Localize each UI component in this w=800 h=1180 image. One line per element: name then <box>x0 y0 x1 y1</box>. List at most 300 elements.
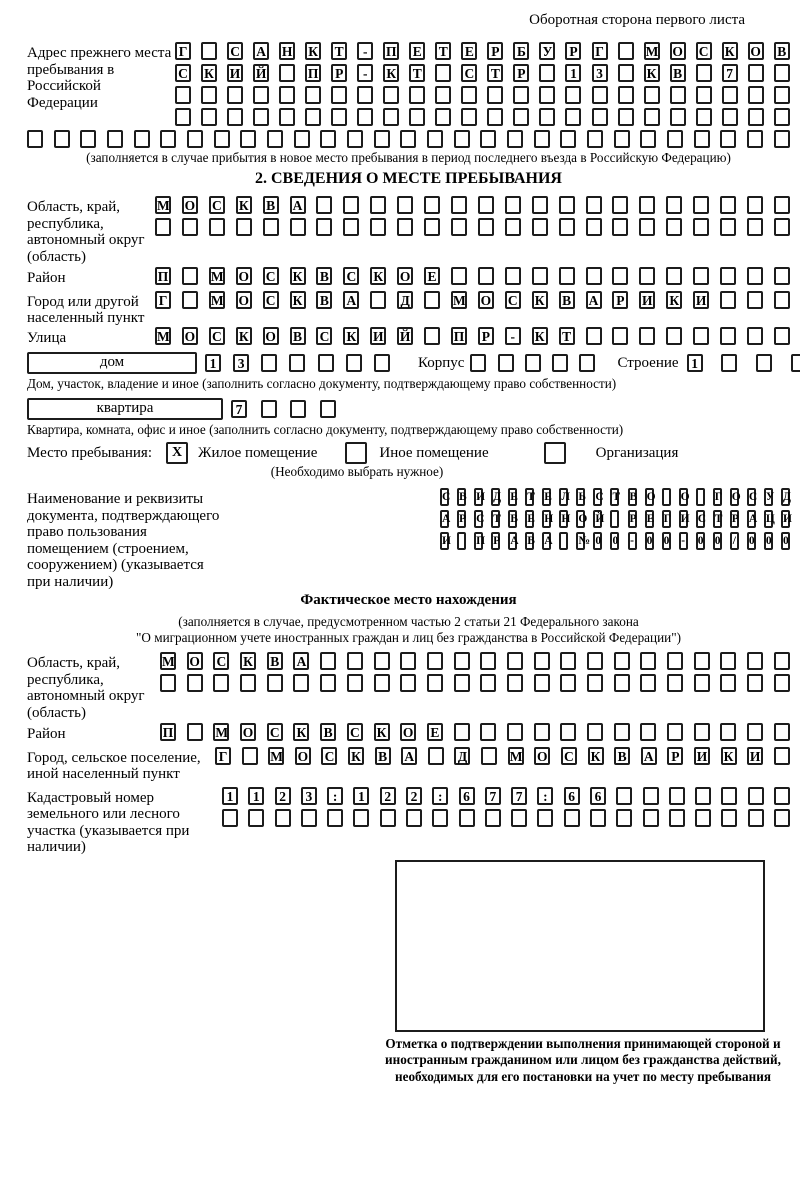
char-cell: 0 <box>713 532 722 550</box>
page-side-note: Оборотная сторона первого листа <box>529 12 745 28</box>
char-cell <box>505 196 521 214</box>
actual-city-label: Город, сельское поселение, иной населенный пункт <box>27 749 201 782</box>
char-cell <box>435 108 451 126</box>
char-cell <box>612 218 628 236</box>
korpus-label: Корпус <box>418 354 465 371</box>
char-cell <box>639 327 655 345</box>
char-cell <box>532 218 548 236</box>
region-rows <box>155 196 790 240</box>
char-cell: И <box>639 291 655 309</box>
char-cell <box>639 196 655 214</box>
char-cell: 3 <box>301 787 317 805</box>
char-cell <box>409 108 425 126</box>
char-cell <box>616 787 632 805</box>
char-cell: Е <box>508 488 517 506</box>
char-cell <box>747 218 763 236</box>
char-cell <box>454 723 470 741</box>
char-cell: А <box>641 747 657 765</box>
char-cell <box>667 130 683 148</box>
char-cell <box>586 267 602 285</box>
char-cell <box>534 652 550 670</box>
char-cell: К <box>666 291 682 309</box>
char-cell <box>454 652 470 670</box>
char-cell <box>720 674 736 692</box>
char-cell: 0 <box>764 532 773 550</box>
prev-address-extra-row <box>27 130 790 148</box>
char-cell: О <box>576 510 585 528</box>
char-cell: П <box>160 723 176 741</box>
char-cell: О <box>187 652 203 670</box>
char-cell <box>612 327 628 345</box>
char-cell: И <box>227 64 243 82</box>
char-cell: Г <box>662 510 671 528</box>
char-cell: Т <box>559 327 575 345</box>
char-cell: В <box>320 723 336 741</box>
char-cell <box>480 674 496 692</box>
cadastral-block <box>27 787 790 856</box>
char-cell <box>305 108 321 126</box>
char-cell <box>424 218 440 236</box>
char-cell: Д <box>491 488 500 506</box>
char-cell: : <box>537 787 553 805</box>
char-cell <box>720 291 736 309</box>
char-cell: Й <box>593 510 602 528</box>
document-label: Наименование и реквизиты документа, подтверждающего право пользования помещением (строением, сооружением) (указывается при наличии) <box>27 491 220 590</box>
char-cell: М <box>215 725 229 740</box>
char-cell <box>669 809 685 827</box>
char-cell <box>461 86 477 104</box>
char-cell: С <box>209 327 225 345</box>
char-cell <box>487 86 503 104</box>
char-cell <box>747 723 763 741</box>
cadastral-row-1 <box>222 787 790 805</box>
char-cell: К <box>201 64 217 82</box>
char-cell: 1 <box>205 354 221 372</box>
char-cell: И <box>693 291 709 309</box>
char-cell <box>480 723 496 741</box>
char-cell: О <box>478 291 494 309</box>
char-cell: С <box>267 723 283 741</box>
char-cell <box>534 674 550 692</box>
char-cell: К <box>290 291 306 309</box>
region-row-2 <box>155 218 790 236</box>
char-cell: - <box>679 532 688 550</box>
char-cell <box>560 723 576 741</box>
char-cell: Г <box>155 291 171 309</box>
stroenie-label: Строение <box>617 354 679 371</box>
char-cell <box>461 108 477 126</box>
char-cell: 1 <box>565 64 581 82</box>
char-cell <box>616 809 632 827</box>
char-cell <box>505 267 521 285</box>
char-cell: С <box>343 267 359 285</box>
char-cell <box>370 218 386 236</box>
char-cell: Т <box>525 488 534 506</box>
char-cell: 0 <box>696 532 705 550</box>
stroenie-cells <box>687 354 800 372</box>
char-cell: В <box>316 291 332 309</box>
char-cell <box>666 327 682 345</box>
char-cell <box>374 652 390 670</box>
char-cell: К <box>290 267 306 285</box>
char-cell: М <box>452 292 466 308</box>
char-cell: Н <box>559 510 568 528</box>
char-cell <box>720 652 736 670</box>
char-cell <box>182 291 198 309</box>
char-cell: В <box>559 291 575 309</box>
char-cell <box>155 218 171 236</box>
char-cell: К <box>588 747 604 765</box>
char-cell <box>696 108 712 126</box>
actual-region-block <box>27 652 790 721</box>
char-cell: И <box>370 327 386 345</box>
char-cell <box>644 108 660 126</box>
char-cell <box>346 354 362 372</box>
char-cell <box>579 354 595 372</box>
char-cell: В <box>525 532 534 550</box>
char-cell <box>774 787 790 805</box>
char-cell <box>666 218 682 236</box>
prev-address-row-3 <box>175 86 790 104</box>
char-cell: Т <box>487 64 503 82</box>
char-cell <box>290 218 306 236</box>
char-cell <box>253 108 269 126</box>
char-cell <box>240 130 256 148</box>
char-cell <box>774 327 790 345</box>
char-cell <box>670 108 686 126</box>
apartment-row <box>27 398 790 420</box>
char-cell: Н <box>279 42 295 60</box>
char-cell: Ь <box>576 488 585 506</box>
char-cell <box>614 652 630 670</box>
char-cell <box>696 64 712 82</box>
char-cell <box>343 218 359 236</box>
char-cell <box>27 130 43 148</box>
char-cell <box>454 674 470 692</box>
char-cell <box>370 291 386 309</box>
char-cell <box>374 674 390 692</box>
char-cell: 0 <box>781 532 790 550</box>
char-cell: К <box>374 723 390 741</box>
document-row-1 <box>440 488 790 506</box>
char-cell <box>586 327 602 345</box>
char-cell <box>435 64 451 82</box>
char-cell: О <box>263 327 279 345</box>
char-cell <box>214 130 230 148</box>
char-cell <box>539 64 555 82</box>
char-cell <box>559 267 575 285</box>
char-cell: - <box>357 42 373 60</box>
confirmation-stamp-caption: Отметка о подтверждении выполнения принимающей стороной и иностранным гражданином или лицом без гражданства действий, необходимых для его постановки на учет по месту пребывания <box>385 1035 781 1084</box>
char-cell <box>669 787 685 805</box>
char-cell: М <box>509 748 523 764</box>
char-cell <box>720 130 736 148</box>
char-cell: Р <box>478 327 494 345</box>
char-cell <box>694 130 710 148</box>
char-cell <box>481 747 497 765</box>
char-cell: Е <box>542 488 551 506</box>
char-cell <box>747 291 763 309</box>
char-cell: П <box>383 42 399 60</box>
char-cell <box>693 218 709 236</box>
char-cell <box>507 652 523 670</box>
char-cell <box>532 267 548 285</box>
char-cell: Т <box>409 64 425 82</box>
apartment-number-cells <box>231 400 336 418</box>
char-cell <box>618 64 634 82</box>
char-cell <box>644 86 660 104</box>
char-cell <box>592 86 608 104</box>
char-cell: 7 <box>231 400 247 418</box>
char-cell <box>722 108 738 126</box>
char-cell <box>253 86 269 104</box>
char-cell: С <box>209 196 225 214</box>
char-cell <box>774 674 790 692</box>
char-cell <box>435 86 451 104</box>
char-cell <box>451 218 467 236</box>
char-cell: А <box>290 196 306 214</box>
char-cell <box>209 218 225 236</box>
char-cell <box>693 196 709 214</box>
house-note: Дом, участок, владение и иное (заполнить согласно документу, подтверждающему право собственности) <box>27 376 617 391</box>
char-cell: 3 <box>592 64 608 82</box>
char-cell <box>667 652 683 670</box>
char-cell: О <box>400 723 416 741</box>
char-cell: 0 <box>747 532 756 550</box>
char-cell: Р <box>667 747 683 765</box>
char-cell: О <box>645 488 654 506</box>
char-cell <box>289 354 305 372</box>
char-cell <box>610 510 619 528</box>
char-cell: Е <box>525 510 534 528</box>
char-cell <box>478 218 494 236</box>
char-cell <box>640 674 656 692</box>
char-cell <box>612 267 628 285</box>
char-cell: К <box>370 267 386 285</box>
char-cell <box>380 809 396 827</box>
char-cell <box>320 674 336 692</box>
other-premises-option-label: Иное помещение <box>379 444 489 461</box>
char-cell: П <box>451 327 467 345</box>
cadastral-row-2 <box>222 809 790 827</box>
char-cell: О <box>397 267 413 285</box>
char-cell <box>747 267 763 285</box>
char-cell: : <box>432 787 448 805</box>
char-cell: И <box>440 532 449 550</box>
char-cell <box>507 674 523 692</box>
cadastral-label: Кадастровый номер земельного или лесного участка (указывается при наличии) <box>27 789 190 855</box>
char-cell <box>537 809 553 827</box>
char-cell <box>400 130 416 148</box>
char-cell: Т <box>435 42 451 60</box>
char-cell <box>639 267 655 285</box>
char-cell <box>343 196 359 214</box>
char-cell <box>485 809 501 827</box>
residential-checkbox: X <box>166 442 188 464</box>
char-cell <box>275 809 291 827</box>
char-cell: К <box>348 747 364 765</box>
char-cell: Д <box>781 488 790 506</box>
char-cell <box>248 809 264 827</box>
char-cell: М <box>210 292 224 308</box>
char-cell <box>643 787 659 805</box>
char-cell <box>774 108 790 126</box>
char-cell <box>301 809 317 827</box>
char-cell: У <box>539 42 555 60</box>
char-cell <box>721 809 737 827</box>
organization-checkbox <box>544 442 566 464</box>
char-cell: С <box>440 488 449 506</box>
char-cell <box>721 787 737 805</box>
char-cell <box>80 130 96 148</box>
char-cell <box>667 723 683 741</box>
char-cell: М <box>162 654 175 669</box>
char-cell <box>694 723 710 741</box>
char-cell <box>513 86 529 104</box>
actual-city-row <box>215 747 790 765</box>
char-cell <box>722 86 738 104</box>
char-cell <box>695 809 711 827</box>
char-cell: М <box>210 269 224 284</box>
city-block <box>27 291 790 327</box>
char-cell: М <box>157 198 170 213</box>
char-cell: А <box>293 652 309 670</box>
char-cell <box>478 196 494 214</box>
char-cell <box>347 652 363 670</box>
char-cell: / <box>730 532 739 550</box>
char-cell: К <box>293 723 309 741</box>
char-cell: Т <box>610 488 619 506</box>
char-cell: А <box>508 532 517 550</box>
actual-district-row <box>160 723 790 741</box>
char-cell <box>666 196 682 214</box>
char-cell: 6 <box>590 787 606 805</box>
char-cell <box>187 723 203 741</box>
actual-city-block <box>27 747 790 783</box>
char-cell <box>383 86 399 104</box>
char-cell: К <box>305 42 321 60</box>
char-cell: И <box>474 488 483 506</box>
char-cell <box>614 723 630 741</box>
char-cell: П <box>155 267 171 285</box>
char-cell: 0 <box>610 532 619 550</box>
char-cell <box>560 130 576 148</box>
char-cell: С <box>474 510 483 528</box>
char-cell: К <box>236 327 252 345</box>
char-cell <box>774 267 790 285</box>
char-cell <box>222 809 238 827</box>
house-row <box>27 352 790 374</box>
char-cell <box>640 652 656 670</box>
prev-address-row-4 <box>175 108 790 126</box>
actual-region-rows <box>160 652 790 696</box>
prev-address-label: Адрес прежнего места пребывания в Российской Федерации <box>27 45 172 111</box>
actual-region-row-2 <box>160 674 790 692</box>
char-cell: 1 <box>248 787 264 805</box>
document-row-2 <box>440 510 790 528</box>
char-cell <box>505 218 521 236</box>
char-cell <box>693 327 709 345</box>
char-cell <box>357 108 373 126</box>
char-cell: Р <box>612 291 628 309</box>
char-cell: А <box>440 510 449 528</box>
char-cell <box>175 108 191 126</box>
char-cell: О <box>236 267 252 285</box>
char-cell <box>618 42 634 60</box>
char-cell <box>213 674 229 692</box>
char-cell: В <box>457 488 466 506</box>
char-cell: 7 <box>511 787 527 805</box>
char-cell <box>279 64 295 82</box>
char-cell <box>507 130 523 148</box>
char-cell <box>353 809 369 827</box>
prev-address-row-1 <box>175 42 790 60</box>
char-cell <box>451 267 467 285</box>
char-cell: С <box>505 291 521 309</box>
char-cell <box>587 130 603 148</box>
char-cell <box>586 196 602 214</box>
char-cell: О <box>240 723 256 741</box>
char-cell: С <box>747 488 756 506</box>
char-cell: Р <box>628 510 637 528</box>
char-cell: 2 <box>406 787 422 805</box>
char-cell <box>294 130 310 148</box>
char-cell: В <box>628 488 637 506</box>
char-cell <box>320 652 336 670</box>
char-cell: О <box>236 291 252 309</box>
char-cell: В <box>670 64 686 82</box>
korpus-cells <box>470 354 595 372</box>
char-cell <box>695 787 711 805</box>
section2-title: 2. СВЕДЕНИЯ О МЕСТЕ ПРЕБЫВАНИЯ <box>255 170 562 187</box>
char-cell <box>694 652 710 670</box>
char-cell <box>242 747 258 765</box>
district-label: Район <box>27 270 66 286</box>
char-cell: Р <box>730 510 739 528</box>
char-cell <box>424 196 440 214</box>
char-cell <box>586 218 602 236</box>
char-cell <box>201 108 217 126</box>
char-cell <box>327 809 343 827</box>
char-cell <box>240 674 256 692</box>
char-cell <box>187 130 203 148</box>
char-cell: И <box>781 510 790 528</box>
char-cell <box>587 723 603 741</box>
char-cell: Е <box>461 42 477 60</box>
char-cell: 7 <box>485 787 501 805</box>
char-cell: - <box>628 532 637 550</box>
char-cell: В <box>263 196 279 214</box>
stay-type-label: Место пребывания: <box>27 444 152 461</box>
char-cell <box>263 218 279 236</box>
char-cell <box>587 674 603 692</box>
char-cell: 1 <box>353 787 369 805</box>
char-cell <box>614 130 630 148</box>
char-cell <box>720 218 736 236</box>
char-cell: А <box>343 291 359 309</box>
char-cell <box>747 130 763 148</box>
char-cell: Д <box>397 291 413 309</box>
residential-option-label: Жилое помещение <box>198 444 318 461</box>
char-cell: Е <box>427 723 443 741</box>
char-cell <box>507 723 523 741</box>
prev-address-row-2 <box>175 64 790 82</box>
cadastral-rows <box>222 787 790 831</box>
char-cell: А <box>253 42 269 60</box>
house-box: дом <box>27 352 197 374</box>
street-label: Улица <box>27 329 67 346</box>
char-cell <box>409 86 425 104</box>
